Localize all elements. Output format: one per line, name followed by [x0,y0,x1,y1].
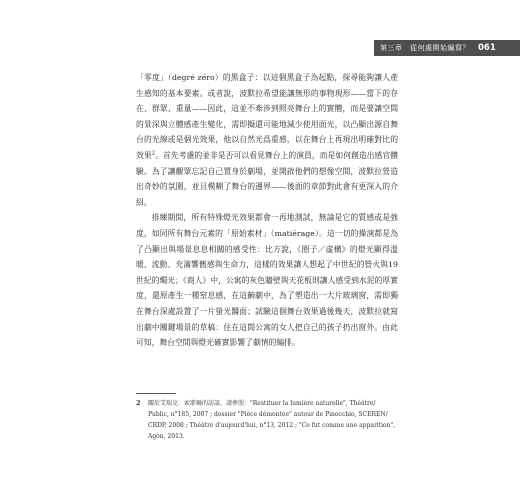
paragraph [136,70,398,210]
paragraph: 排練期間，所有特殊燈光效果都會一再地測試，無論是它的質感或是強度，如同所有舞台元素的「原始素材」（matiérage）。這一切的操演都是為了凸顯出與場景息息相關的感受性：比方說，《圈子／虛構》的燈光顯得溫暖、流動、充滿響舊感與生命力，這樣的效果讓人想起了中世紀的營火與19世紀的燭光；《商人》中，公寓的灰色牆壁與天花板則讓人感受到水泥的厚實度，還原產生一種窒息感，在這齣劇中，為了塑造出一大片玻璃窗，需即獨在舞台深處設置了一片螢光醫面；試驗這個舞台效果過後幾天，波默拉就寫出劇中關鍵場景的草稿：住在這間公寓的女人把自己的孩子扔出窗外。由此可知，舞台空間與燈光確實影響了劇情的編排。 [136,213,398,348]
body-text [136,70,398,351]
page-number: 061 [478,43,496,53]
footnote-divider [136,393,176,394]
footnote [136,398,398,442]
footnote-text: 關於艾瑞克．索耶爾的訪談，請參照："Restituer la lumière naturelle", Théâtre/ Public, n°185, 2007 ; dossier "Pièce démontée" autour de Pinocchio, SCEREN/ CRDP, 2008 ; Théâtre d'aujourd'hui, n°13, 2012 ; "Ce fut comme une apparition", Agôn, 2013. [148,400,396,440]
paragraph-text: 「零度」（degré zéro）的黑盒子：以這個黑盒子為起點，探尋能夠讓人產生感知的基本要素。或者說，波默拉希望能讓無形的事物現形——當下的存在、群眾、重量——因此，這並不牽涉到照亮舞台上的實體，而是要讓空間的景深與立體感產生變化，需即擬還可能地減少使用面光，以凸顯出源自舞台的光線或是個光效果，他以自然光爲重感，以在舞台上再現出明確對比的效果 [136,73,398,160]
footnote-reference: 2 [151,150,156,157]
running-title: 第三章 從何處開始編寫？ [380,44,470,52]
paragraph-text: 。首先考慮的並非是否可以看見舞台上的演員，而是如何創造出感官體驗。為了讓觀眾忘記自己置身於劇場，並開啟他們的想像空間，波默拉營造出奇妙的氛圍，並且模糊了舞台的邊界——後面的章節對此會有更深入的介紹。 [136,150,399,207]
footnote-number: 2 [136,399,141,407]
